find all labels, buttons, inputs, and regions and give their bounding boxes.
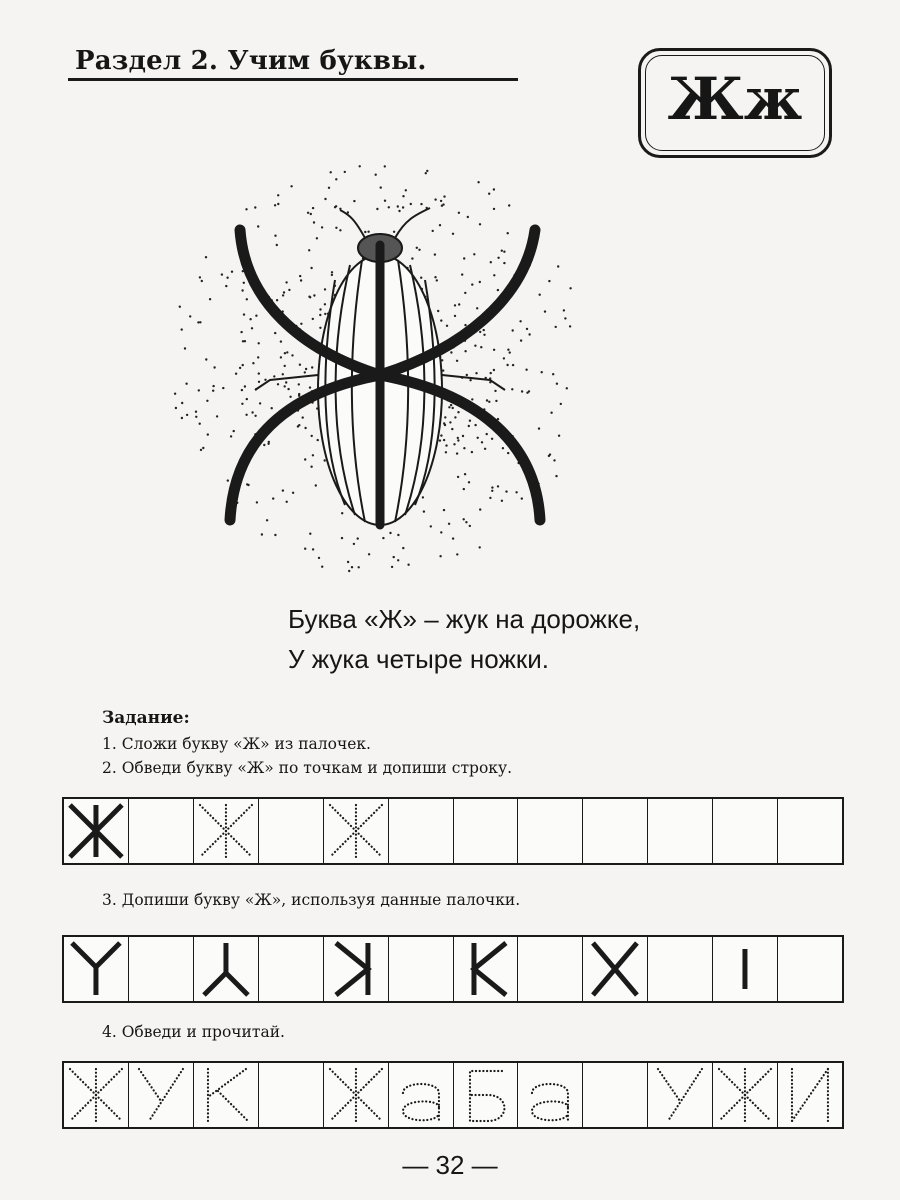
section-title: Раздел 2. Учим буквы. bbox=[75, 46, 427, 76]
sticks-cell-empty bbox=[777, 937, 842, 1001]
trace-cell-empty bbox=[777, 799, 842, 863]
sticks-cell bbox=[712, 937, 777, 1001]
dotted-letter-Ж bbox=[64, 1063, 128, 1127]
sticks-cell bbox=[453, 937, 518, 1001]
dotted-letter-К bbox=[194, 1063, 258, 1127]
trace-cell-empty bbox=[647, 799, 712, 863]
page-number: — 32 — bbox=[402, 1150, 498, 1180]
sticks-cell bbox=[64, 937, 128, 1001]
stick-x-icon bbox=[583, 937, 647, 1001]
task-4-text: 4. Обведи и прочитай. bbox=[102, 1023, 285, 1041]
word-letter-cell bbox=[323, 1063, 388, 1127]
word-letter-cell bbox=[193, 1063, 258, 1127]
trace-cell-empty bbox=[258, 799, 323, 863]
word-letter-cell bbox=[453, 1063, 518, 1127]
word-gap-cell bbox=[582, 1063, 647, 1127]
stick-inverted-y-icon bbox=[194, 937, 258, 1001]
sticks-cell bbox=[193, 937, 258, 1001]
dotted-letter-Б bbox=[454, 1063, 518, 1127]
section-divider bbox=[68, 78, 518, 81]
task-3-text: 3. Допиши букву «Ж», используя данные палочки. bbox=[102, 891, 521, 909]
trace-cell-empty bbox=[453, 799, 518, 863]
trace-cell-letter bbox=[323, 799, 388, 863]
dotted-letter-У bbox=[129, 1063, 193, 1127]
letter-card bbox=[638, 48, 832, 158]
letter-zh-solid-icon bbox=[64, 799, 128, 863]
letter-zh-dotted-icon bbox=[324, 799, 388, 863]
dotted-letter-У bbox=[648, 1063, 712, 1127]
dotted-letter-А bbox=[389, 1063, 453, 1127]
poem-line-1: Буква «Ж» – жук на дорожке, bbox=[288, 604, 641, 634]
word-letter-cell bbox=[777, 1063, 842, 1127]
word-letter-cell bbox=[64, 1063, 128, 1127]
task-heading: Задание: bbox=[102, 708, 190, 728]
letter-zh-dotted-icon bbox=[194, 799, 258, 863]
sticks-cell-empty bbox=[517, 937, 582, 1001]
stick-y-icon bbox=[64, 937, 128, 1001]
trace-cell-letter bbox=[64, 799, 128, 863]
word-letter-cell bbox=[712, 1063, 777, 1127]
word-letter-cell bbox=[517, 1063, 582, 1127]
sticks-row bbox=[62, 935, 844, 1003]
trace-cell-empty bbox=[388, 799, 453, 863]
sticks-cell bbox=[582, 937, 647, 1001]
task-1-text: 1. Сложи букву «Ж» из палочек. bbox=[102, 735, 371, 753]
dotted-letter-Ж bbox=[713, 1063, 777, 1127]
sticks-cell-empty bbox=[388, 937, 453, 1001]
dotted-letter-И bbox=[778, 1063, 842, 1127]
task-2-text: 2. Обведи букву «Ж» по точкам и допиши строку. bbox=[102, 759, 513, 777]
dotted-letter-Ж bbox=[324, 1063, 388, 1127]
sticks-cell-empty bbox=[647, 937, 712, 1001]
letter-pair-heading: Жж bbox=[667, 65, 803, 133]
trace-words-row bbox=[62, 1061, 844, 1129]
word-letter-cell bbox=[388, 1063, 453, 1127]
beetle-letter-zh-icon bbox=[150, 150, 580, 580]
trace-cell-empty bbox=[517, 799, 582, 863]
sticks-cell bbox=[323, 937, 388, 1001]
word-gap-cell bbox=[258, 1063, 323, 1127]
dotted-letter-А bbox=[518, 1063, 582, 1127]
poem-line-2: У жука четыре ножки. bbox=[288, 644, 549, 674]
trace-cell-letter bbox=[193, 799, 258, 863]
stick-i-icon bbox=[713, 937, 777, 1001]
trace-cell-empty bbox=[128, 799, 193, 863]
trace-letter-row bbox=[62, 797, 844, 865]
sticks-cell-empty bbox=[258, 937, 323, 1001]
sticks-cell-empty bbox=[128, 937, 193, 1001]
word-letter-cell bbox=[647, 1063, 712, 1127]
stick-k-icon bbox=[454, 937, 518, 1001]
word-letter-cell bbox=[128, 1063, 193, 1127]
stick-k-mirror-icon bbox=[324, 937, 388, 1001]
trace-cell-empty bbox=[712, 799, 777, 863]
trace-cell-empty bbox=[582, 799, 647, 863]
